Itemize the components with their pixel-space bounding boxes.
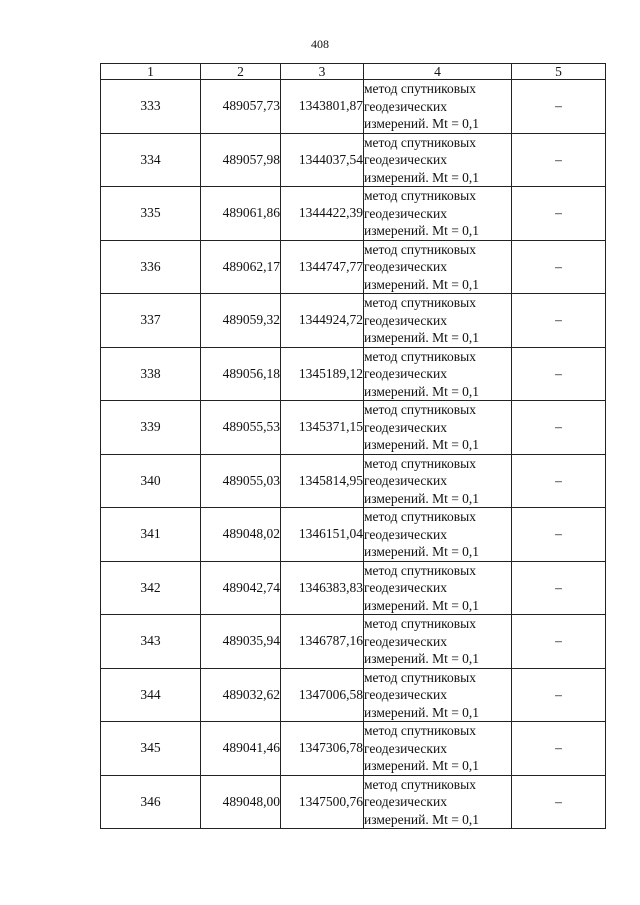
point-number-cell: 346 [101,775,201,829]
point-number-cell: 336 [101,240,201,294]
y-coordinate-cell: 1347306,78 [281,722,364,776]
table-row [101,615,606,669]
method-line: геодезических [364,366,447,381]
method-cell [364,775,512,829]
table-row [101,80,606,134]
method-cell [364,294,512,348]
y-coordinate-cell: 1346151,04 [281,508,364,562]
method-line: метод спутниковых [364,188,476,203]
header-col-1: 1 [101,64,201,80]
x-coordinate-cell: 489041,46 [201,722,281,776]
header-col-4: 4 [364,64,512,80]
method-line: измерений. Mt = 0,1 [364,169,480,185]
table-row [101,561,606,615]
x-coordinate-cell: 489062,17 [201,240,281,294]
method-cell [364,240,512,294]
method-line: измерений. Mt = 0,1 [364,651,480,666]
method-line: измерений. Mt = 0,1 [364,811,480,827]
method-line: метод спутниковых [364,402,476,417]
method-cell [364,187,512,241]
table-row [101,347,606,401]
y-coordinate-cell: 1344924,72 [281,294,364,348]
y-coordinate-cell: 1344037,54 [281,133,364,187]
point-number-cell: 337 [101,294,201,348]
note-cell: – [512,294,606,348]
method-line: метод спутниковых [364,669,476,685]
x-coordinate-cell: 489057,73 [201,80,281,134]
x-coordinate-cell: 489055,53 [201,401,281,455]
x-coordinate-cell: 489059,32 [201,294,281,348]
method-line: метод спутниковых [364,509,476,524]
table-body [101,80,606,829]
method-cell [364,454,512,508]
y-coordinate-cell: 1343801,87 [281,80,364,134]
point-number-cell: 339 [101,401,201,455]
note-cell: – [512,347,606,401]
method-line: геодезических [364,580,447,595]
method-line: геодезических [364,794,447,809]
method-line: геодезических [364,419,447,435]
method-line: метод спутниковых [364,562,476,578]
note-cell: – [512,615,606,669]
x-coordinate-cell: 489057,98 [201,133,281,187]
y-coordinate-cell: 1345371,15 [281,401,364,455]
method-cell [364,615,512,669]
table-row [101,775,606,829]
method-line: измерений. Mt = 0,1 [364,597,480,613]
page-number: 408 [311,37,329,51]
method-line: геодезических [364,473,447,488]
method-line: метод спутниковых [364,616,476,631]
table-row [101,722,606,776]
table-row [101,401,606,455]
x-coordinate-cell: 489035,94 [201,615,281,669]
method-line: геодезических [364,259,447,274]
y-coordinate-cell: 1345814,95 [281,454,364,508]
x-coordinate-cell: 489048,00 [201,775,281,829]
method-line: измерений. Mt = 0,1 [364,704,480,720]
y-coordinate-cell: 1347500,76 [281,775,364,829]
note-cell: – [512,561,606,615]
note-cell: – [512,454,606,508]
header-col-3: 3 [281,64,364,80]
note-cell: – [512,722,606,776]
method-line: измерений. Mt = 0,1 [364,330,480,345]
point-number-cell: 342 [101,561,201,615]
method-line: геодезических [364,312,447,328]
y-coordinate-cell: 1344747,77 [281,240,364,294]
method-cell [364,401,512,455]
note-cell: – [512,187,606,241]
table-row [101,294,606,348]
method-line: измерений. Mt = 0,1 [364,758,480,773]
method-line: измерений. Mt = 0,1 [364,544,480,559]
method-cell [364,561,512,615]
note-cell: – [512,508,606,562]
point-number-cell: 345 [101,722,201,776]
table-row [101,240,606,294]
table-row [101,668,606,722]
note-cell: – [512,133,606,187]
note-cell: – [512,668,606,722]
y-coordinate-cell: 1347006,58 [281,668,364,722]
table-row [101,508,606,562]
table-row [101,454,606,508]
method-line: метод спутниковых [364,134,476,150]
method-line: измерений. Mt = 0,1 [364,116,480,131]
method-line: измерений. Mt = 0,1 [364,223,480,238]
x-coordinate-cell: 489048,02 [201,508,281,562]
method-line: измерений. Mt = 0,1 [364,383,480,399]
header-col-2: 2 [201,64,281,80]
point-number-cell: 343 [101,615,201,669]
table-header [101,64,606,80]
x-coordinate-cell: 489055,03 [201,454,281,508]
method-line: измерений. Mt = 0,1 [364,437,480,452]
point-number-cell: 334 [101,133,201,187]
method-cell [364,133,512,187]
method-cell [364,347,512,401]
method-line: геодезических [364,98,447,114]
method-line: геодезических [364,740,447,756]
method-line: геодезических [364,152,447,167]
method-cell [364,722,512,776]
point-number-cell: 344 [101,668,201,722]
method-cell [364,668,512,722]
method-line: геодезических [364,633,447,649]
method-cell [364,80,512,134]
x-coordinate-cell: 489056,18 [201,347,281,401]
y-coordinate-cell: 1346787,16 [281,615,364,669]
x-coordinate-cell: 489032,62 [201,668,281,722]
method-line: измерений. Mt = 0,1 [364,276,480,292]
table-row [101,133,606,187]
method-line: метод спутниковых [364,295,476,310]
table-row [101,187,606,241]
method-line: метод спутниковых [364,776,476,792]
method-line: метод спутниковых [364,241,476,257]
x-coordinate-cell: 489061,86 [201,187,281,241]
method-line: метод спутниковых [364,455,476,471]
y-coordinate-cell: 1345189,12 [281,347,364,401]
method-line: измерений. Mt = 0,1 [364,490,480,506]
note-cell: – [512,401,606,455]
note-cell: – [512,80,606,134]
method-line: метод спутниковых [364,348,476,364]
method-line: метод спутниковых [364,81,476,96]
method-line: геодезических [364,687,447,702]
note-cell: – [512,775,606,829]
point-number-cell: 338 [101,347,201,401]
x-coordinate-cell: 489042,74 [201,561,281,615]
method-cell [364,508,512,562]
method-line: геодезических [364,526,447,542]
y-coordinate-cell: 1344422,39 [281,187,364,241]
point-number-cell: 333 [101,80,201,134]
coordinates-table [100,63,606,829]
point-number-cell: 340 [101,454,201,508]
header-col-5: 5 [512,64,606,80]
point-number-cell: 341 [101,508,201,562]
method-line: геодезических [364,205,447,221]
note-cell: – [512,240,606,294]
header-row [101,64,606,80]
method-line: метод спутниковых [364,723,476,738]
point-number-cell: 335 [101,187,201,241]
y-coordinate-cell: 1346383,83 [281,561,364,615]
